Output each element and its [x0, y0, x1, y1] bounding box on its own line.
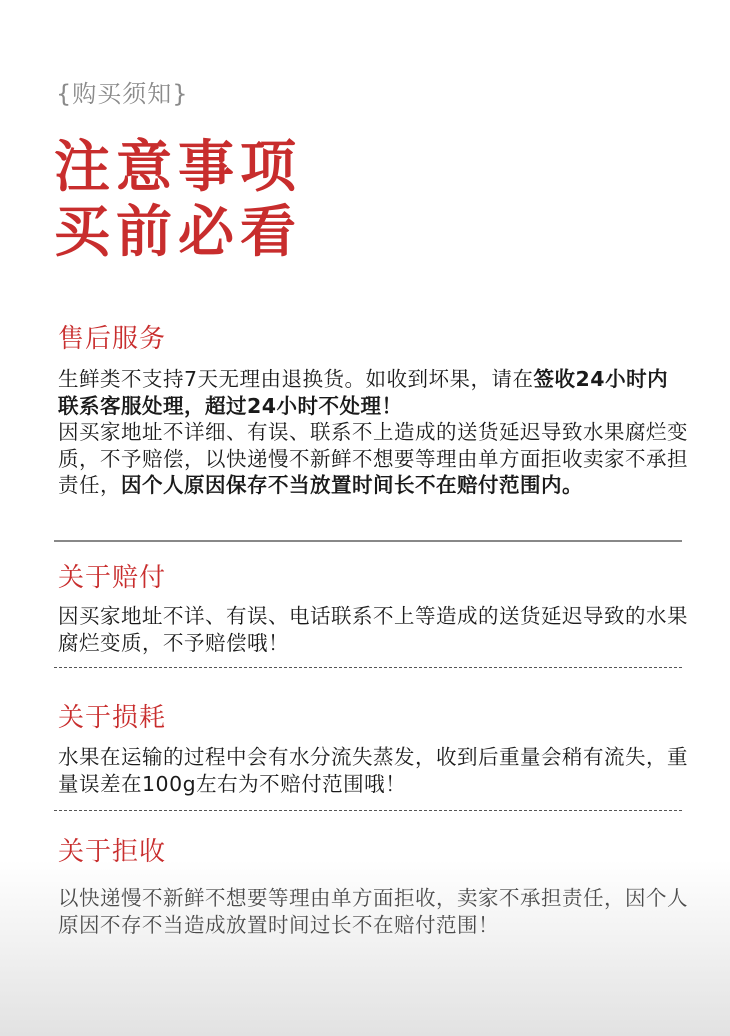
after-sales-text-1: 生鲜类不支持7天无理由退换货。如收到坏果，请在 [58, 367, 534, 391]
compensation-text: 因买家地址不详、有误、电话联系不上等造成的送货延迟导致的水果腐烂变质，不予赔偿哦！ [58, 604, 688, 655]
compensation-title: 关于赔付 [58, 563, 167, 593]
after-sales-bold-1: 签收24小时内联系客服处理，超过24小时不处理！ [58, 367, 669, 418]
loss-text: 水果在运输的过程中会有水分流失蒸发，收到后重量会稍有流失，重量误差在100g左右为不赔付范围哦！ [58, 745, 688, 796]
loss-title: 关于损耗 [58, 703, 167, 733]
headline-line-1: 注意事项 [54, 135, 302, 200]
rejection-title: 关于拒收 [58, 837, 167, 867]
headline-line-2: 买前必看 [54, 200, 302, 265]
after-sales-text-2: 因买家地址不详细、有误、联系不上造成的送货延迟导致水果腐烂变质，不予赔偿，以快递慢不新鲜不想要等理由单方面拒收卖家不承担责任， [58, 420, 688, 497]
after-sales-paragraph [58, 366, 688, 499]
after-sales-title: 售后服务 [58, 324, 167, 354]
after-sales-bold-2: 因个人原因保存不当放置时间长不在赔付范围内。 [121, 473, 583, 497]
section-divider-dashed-2 [54, 810, 682, 811]
notice-tag: {购买须知} [56, 80, 189, 108]
rejection-text: 以快递慢不新鲜不想要等理由单方面拒收，卖家不承担责任，因个人原因不存不当造成放置时间过长不在赔付范围！ [58, 886, 688, 937]
section-divider-dashed-1 [54, 667, 682, 668]
section-divider-solid [54, 540, 682, 542]
